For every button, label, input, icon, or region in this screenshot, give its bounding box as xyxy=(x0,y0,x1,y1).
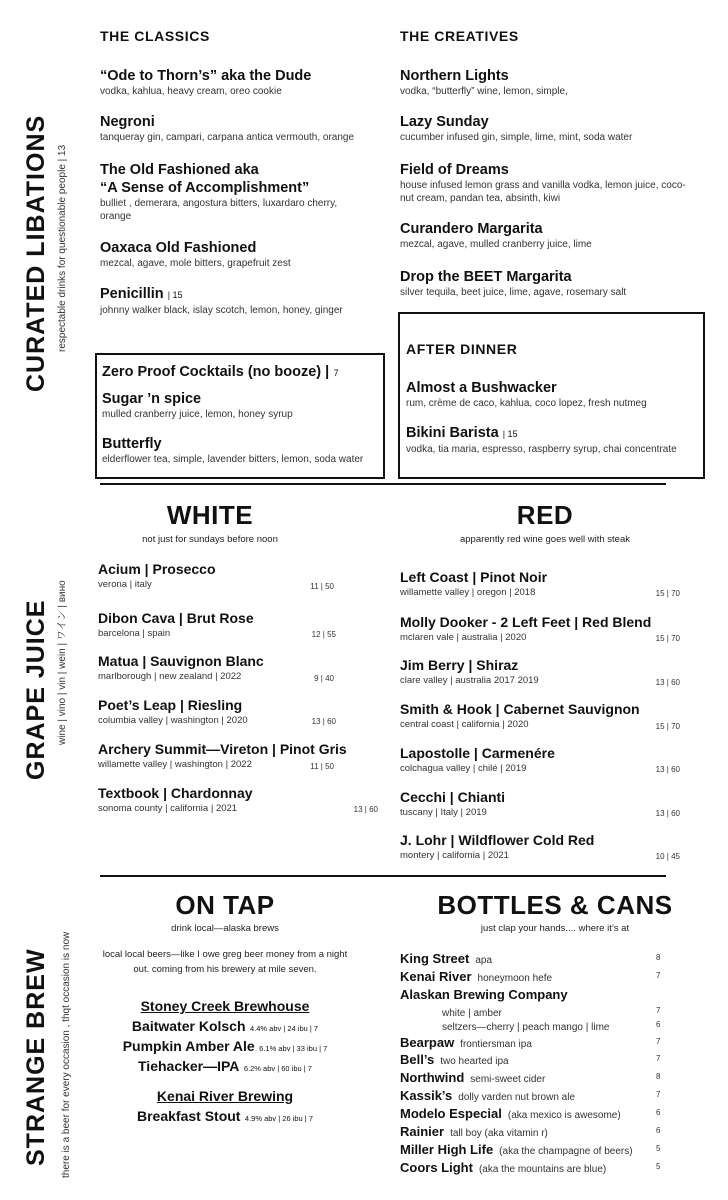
item-desc: mezcal, agave, mulled cranberry juice, lime xyxy=(400,239,592,250)
item-name: Archery Summit—Vireton | Pinot Gris xyxy=(98,741,347,757)
wine-price: 10 | 45 xyxy=(655,852,680,861)
item-name: Poet’s Leap | Riesling xyxy=(98,697,243,713)
classics-item xyxy=(100,285,343,317)
beer-spec: 4.9% abv | 26 ibu | 7 xyxy=(244,1114,314,1123)
item-name: Acium | Prosecco xyxy=(98,561,216,577)
bottle-desc: honeymoon hefe xyxy=(477,973,553,984)
item-desc: mulled cranberry juice, lemon, honey syrup xyxy=(102,409,293,420)
item-desc: central coast | california | 2020 xyxy=(400,719,529,730)
bottle-price: 5 xyxy=(656,1144,661,1153)
classics-heading: THE CLASSICS xyxy=(100,28,210,44)
creatives-heading: THE CREATIVES xyxy=(400,28,519,44)
wine-item xyxy=(400,744,555,775)
bottle-name: Miller High Life xyxy=(400,1142,494,1157)
wine-item xyxy=(400,700,640,731)
zero-proof-heading: Zero Proof Cocktails (no booze) | xyxy=(102,364,330,380)
creatives-item xyxy=(400,113,632,144)
item-name: Butterfly xyxy=(102,436,162,452)
after-dinner-box xyxy=(398,312,705,479)
wine-item xyxy=(400,613,651,644)
bottle-price: 7 xyxy=(656,1054,661,1063)
bottle-desc: two hearted ipa xyxy=(440,1056,509,1067)
item-desc: vodka, kahlua, heavy cream, oreo cookie xyxy=(100,86,282,97)
item-desc: rum, crème de caco, kahlua, coco lopez, fresh nutmeg xyxy=(406,398,647,409)
item-desc: mezcal, agave, mole bitters, grapefruit zest xyxy=(100,258,291,269)
item-name: Drop the BEET Margarita xyxy=(400,269,572,285)
after-dinner-item xyxy=(406,379,647,410)
on-tap-heading: ON TAP xyxy=(175,890,275,920)
wine-price: 15 | 70 xyxy=(655,634,680,643)
item-name: Cecchi | Chianti xyxy=(400,789,506,805)
item-name: Curandero Margarita xyxy=(400,221,543,237)
wine-item xyxy=(98,560,216,591)
wine-item xyxy=(98,696,248,727)
bottle-price: 7 xyxy=(656,971,661,980)
item-desc: willamette valley | oregon | 2018 xyxy=(400,587,536,598)
item-desc: vodka, tia maria, espresso, raspberry syrup, chai concentrate xyxy=(406,444,677,455)
libations-title: CURATED LIBATIONS xyxy=(22,114,50,392)
item-desc: willamette valley | washington | 2022 xyxy=(98,759,252,770)
wine-price: 13 | 60 xyxy=(311,717,336,726)
section-divider xyxy=(100,483,666,485)
item-name: The Old Fashioned aka xyxy=(100,162,259,178)
brew-tagline: there is a beer for every occasion , thqt occasion is now xyxy=(61,931,72,1178)
item-name: Field of Dreams xyxy=(400,162,509,178)
wine-item xyxy=(98,784,253,815)
item-name: Oaxaca Old Fashioned xyxy=(100,240,257,256)
beer-spec: 6.1% abv | 33 ibu | 7 xyxy=(259,1044,328,1053)
item-name: Sugar ’n spice xyxy=(102,391,202,407)
item-name: Textbook | Chardonnay xyxy=(98,785,253,801)
zero-proof-price: 7 xyxy=(333,368,339,378)
side-tagline-libations xyxy=(52,145,70,352)
creatives-item xyxy=(400,220,592,251)
wine-price: 9 | 40 xyxy=(314,674,334,683)
creatives-item xyxy=(400,67,568,98)
item-name: Bikini Barista xyxy=(406,425,499,441)
bottle-name: Northwind xyxy=(400,1070,465,1085)
wine-price: 15 | 70 xyxy=(655,722,680,731)
wine-item xyxy=(98,652,264,683)
after-dinner-item xyxy=(406,424,677,456)
creatives-item xyxy=(400,161,686,205)
bottle-item xyxy=(400,1087,575,1105)
bottle-item xyxy=(400,1034,532,1052)
bottles-heading: BOTTLES & CANS xyxy=(437,890,673,920)
tap-beer xyxy=(80,1038,370,1056)
classics-item xyxy=(100,239,291,270)
wine-price: 11 | 50 xyxy=(310,582,334,591)
item-name: Smith & Hook | Cabernet Sauvignon xyxy=(400,701,640,717)
bottle-desc: tall boy (aka vitamin r) xyxy=(450,1128,548,1139)
on-tap-subheading: drink local—alaska brews xyxy=(171,923,279,934)
bottle-price: 8 xyxy=(656,1072,661,1081)
bottle-desc: dolly varden nut brown ale xyxy=(458,1092,576,1103)
wine-price: 13 | 60 xyxy=(655,678,680,687)
side-title-libations xyxy=(22,115,51,392)
bottle-name: Kassik’s xyxy=(400,1088,453,1103)
zero-proof-item xyxy=(102,390,293,421)
bottle-item xyxy=(400,1159,606,1177)
classics-item xyxy=(100,113,354,144)
bottle-desc: (aka the champagne of beers) xyxy=(499,1146,633,1157)
item-name: Penicillin xyxy=(100,286,164,302)
bottle-desc: frontiersman ipa xyxy=(460,1039,532,1050)
white-subheading: not just for sundays before noon xyxy=(142,534,278,545)
bottle-name: Kenai River xyxy=(400,969,472,984)
item-desc: clare valley | australia 2017 2019 xyxy=(400,675,539,686)
bottle-desc: white | amber xyxy=(442,1008,502,1019)
item-desc-line2: nut cream, pandan tea, absinth, kiwi xyxy=(400,193,561,204)
item-name: Matua | Sauvignon Blanc xyxy=(98,653,264,669)
bottle-item xyxy=(400,1123,548,1141)
item-desc: verona | italy xyxy=(98,579,152,590)
brewery-name: Kenai River Brewing xyxy=(156,1088,294,1104)
item-desc: marlborough | new zealand | 2022 xyxy=(98,671,242,682)
bottle-desc: apa xyxy=(475,955,493,966)
item-name: Lapostolle | Carmenére xyxy=(400,745,555,761)
beer-name: Breakfast Stout xyxy=(136,1108,241,1124)
item-name: Almost a Bushwacker xyxy=(406,380,557,396)
tap-beer xyxy=(80,1058,370,1076)
beer-spec: 4.4% abv | 24 ibu | 7 xyxy=(249,1024,319,1033)
bottle-price: 7 xyxy=(656,1090,661,1099)
tap-beer xyxy=(80,1018,370,1036)
bottle-price: 6 xyxy=(656,1126,661,1135)
classics-item xyxy=(100,161,337,223)
bottle-price: 7 xyxy=(656,1037,661,1046)
beer-spec: 6.2% abv | 60 ibu | 7 xyxy=(243,1064,312,1073)
item-name: Northern Lights xyxy=(400,68,509,84)
section-divider xyxy=(100,875,666,877)
item-name: Dibon Cava | Brut Rose xyxy=(98,610,254,626)
bottle-price: 8 xyxy=(656,953,661,962)
bottle-price: 6 xyxy=(656,1020,661,1029)
beer-name: Pumpkin Amber Ale xyxy=(122,1038,255,1054)
item-desc: colchagua valley | chilé | 2019 xyxy=(400,763,527,774)
bottle-desc: (aka the mountains are blue) xyxy=(478,1164,607,1175)
bottle-name: Alaskan Brewing Company xyxy=(400,987,568,1002)
on-tap-intro-line1: local local beers—like I owe greg beer money from a night xyxy=(102,949,348,960)
wine-item xyxy=(400,568,547,599)
item-price: | 15 xyxy=(167,290,183,300)
item-desc: elderflower tea, simple, lavender bitters, lemon, soda water xyxy=(102,454,364,465)
wine-item xyxy=(400,656,539,687)
item-price: | 15 xyxy=(502,429,518,439)
bottle-item xyxy=(400,950,492,968)
bottle-name: Modelo Especial xyxy=(400,1106,502,1121)
zero-proof-box xyxy=(95,353,385,479)
bottle-name: King Street xyxy=(400,951,470,966)
item-name: Jim Berry | Shiraz xyxy=(400,657,519,673)
wine-price: 13 | 60 xyxy=(353,805,378,814)
item-name: Molly Dooker - 2 Left Feet | Red Blend xyxy=(400,614,652,630)
bottle-item xyxy=(400,986,568,1004)
wine-price: 11 | 50 xyxy=(310,762,334,771)
side-title-grape xyxy=(22,600,51,780)
bottle-item xyxy=(400,1141,633,1159)
item-desc: barcelona | spain xyxy=(98,628,171,639)
item-desc: columbia valley | washington | 2020 xyxy=(98,715,248,726)
on-tap-intro-line2: out. coming from his brewery at mile seven. xyxy=(133,964,317,975)
wine-price: 13 | 60 xyxy=(655,809,680,818)
beer-name: Tiehacker—IPA xyxy=(138,1058,240,1074)
bottle-item xyxy=(400,1051,509,1069)
bottle-desc: seltzers—cherry | peach mango | lime xyxy=(442,1022,610,1033)
item-name: Negroni xyxy=(100,114,155,130)
red-heading: RED xyxy=(516,500,574,530)
item-desc: montery | california | 2021 xyxy=(400,850,509,861)
bottle-item xyxy=(442,1017,609,1035)
bottle-price: 6 xyxy=(656,1108,661,1117)
wine-item xyxy=(400,788,505,819)
creatives-item xyxy=(400,268,626,299)
beer-name: Baitwater Kolsch xyxy=(131,1018,246,1034)
bottle-name: Coors Light xyxy=(400,1160,473,1175)
brewery-heading xyxy=(80,1088,370,1106)
brewery-name: Stoney Creek Brewhouse xyxy=(140,998,310,1014)
wine-item xyxy=(400,831,594,862)
libations-tagline: respectable drinks for questionable people | 13 xyxy=(57,144,68,352)
bottles-subheading: just clap your hands.... where it’s at xyxy=(480,923,630,934)
white-heading: WHITE xyxy=(166,500,254,530)
classics-item xyxy=(100,67,311,98)
tap-beer xyxy=(80,1108,370,1126)
side-tagline-brew xyxy=(56,932,74,1178)
item-name: Left Coast | Pinot Noir xyxy=(400,569,548,585)
grape-tagline: wine | vino | vin | wein | ワイン | вино xyxy=(57,580,68,745)
bottle-desc: (aka mexico is awesome) xyxy=(507,1110,621,1121)
bottle-price: 7 xyxy=(656,1006,661,1015)
bottle-price: 5 xyxy=(656,1162,661,1171)
item-desc: johnny walker black, islay scotch, lemon, honey, ginger xyxy=(100,305,343,316)
side-tagline-grape xyxy=(52,580,70,745)
wine-price: 12 | 55 xyxy=(311,630,336,639)
bottle-desc: semi-sweet cider xyxy=(470,1074,546,1085)
item-desc: vodka, “butterfly” wine, lemon, simple, xyxy=(400,86,568,97)
bottle-name: Rainier xyxy=(400,1124,445,1139)
item-desc: cucumber infused gin, simple, lime, mint, soda water xyxy=(400,132,633,143)
wine-price: 13 | 60 xyxy=(655,765,680,774)
wine-item xyxy=(98,609,254,640)
item-desc: sonoma county | california | 2021 xyxy=(98,803,238,814)
bottle-name: Bell’s xyxy=(400,1052,435,1067)
item-desc: silver tequila, beet juice, lime, agave, rosemary salt xyxy=(400,287,627,298)
item-desc: bulliet , demerara, angostura bitters, luxardaro cherry, xyxy=(100,198,338,209)
after-dinner-heading: AFTER DINNER xyxy=(406,341,518,357)
grape-title: GRAPE JUICE xyxy=(22,599,50,780)
zero-proof-heading-row xyxy=(102,363,339,381)
bottle-item xyxy=(400,1069,545,1087)
bottle-item xyxy=(400,1105,621,1123)
item-name: J. Lohr | Wildflower Cold Red xyxy=(400,832,595,848)
item-desc: house infused lemon grass and vanilla vodka, lemon juice, coco- xyxy=(400,180,686,191)
item-name: Lazy Sunday xyxy=(400,114,489,130)
side-title-brew xyxy=(22,948,51,1166)
bottle-item xyxy=(400,968,552,986)
brewery-heading xyxy=(80,998,370,1016)
bottle-name: Bearpaw xyxy=(400,1035,455,1050)
item-name-line2: “A Sense of Accomplishment” xyxy=(100,180,310,196)
item-name: “Ode to Thorn’s” aka the Dude xyxy=(100,68,312,84)
item-desc-line2: orange xyxy=(100,211,132,222)
zero-proof-item xyxy=(102,435,363,466)
item-desc: tuscany | Italy | 2019 xyxy=(400,807,487,818)
brew-title: STRANGE BREW xyxy=(22,948,50,1166)
red-subheading: apparently red wine goes well with steak xyxy=(459,534,631,545)
wine-price: 15 | 70 xyxy=(655,589,680,598)
item-desc: tanqueray gin, campari, carpana antica vermouth, orange xyxy=(100,132,355,143)
item-desc: mclaren vale | australia | 2020 xyxy=(400,632,527,643)
